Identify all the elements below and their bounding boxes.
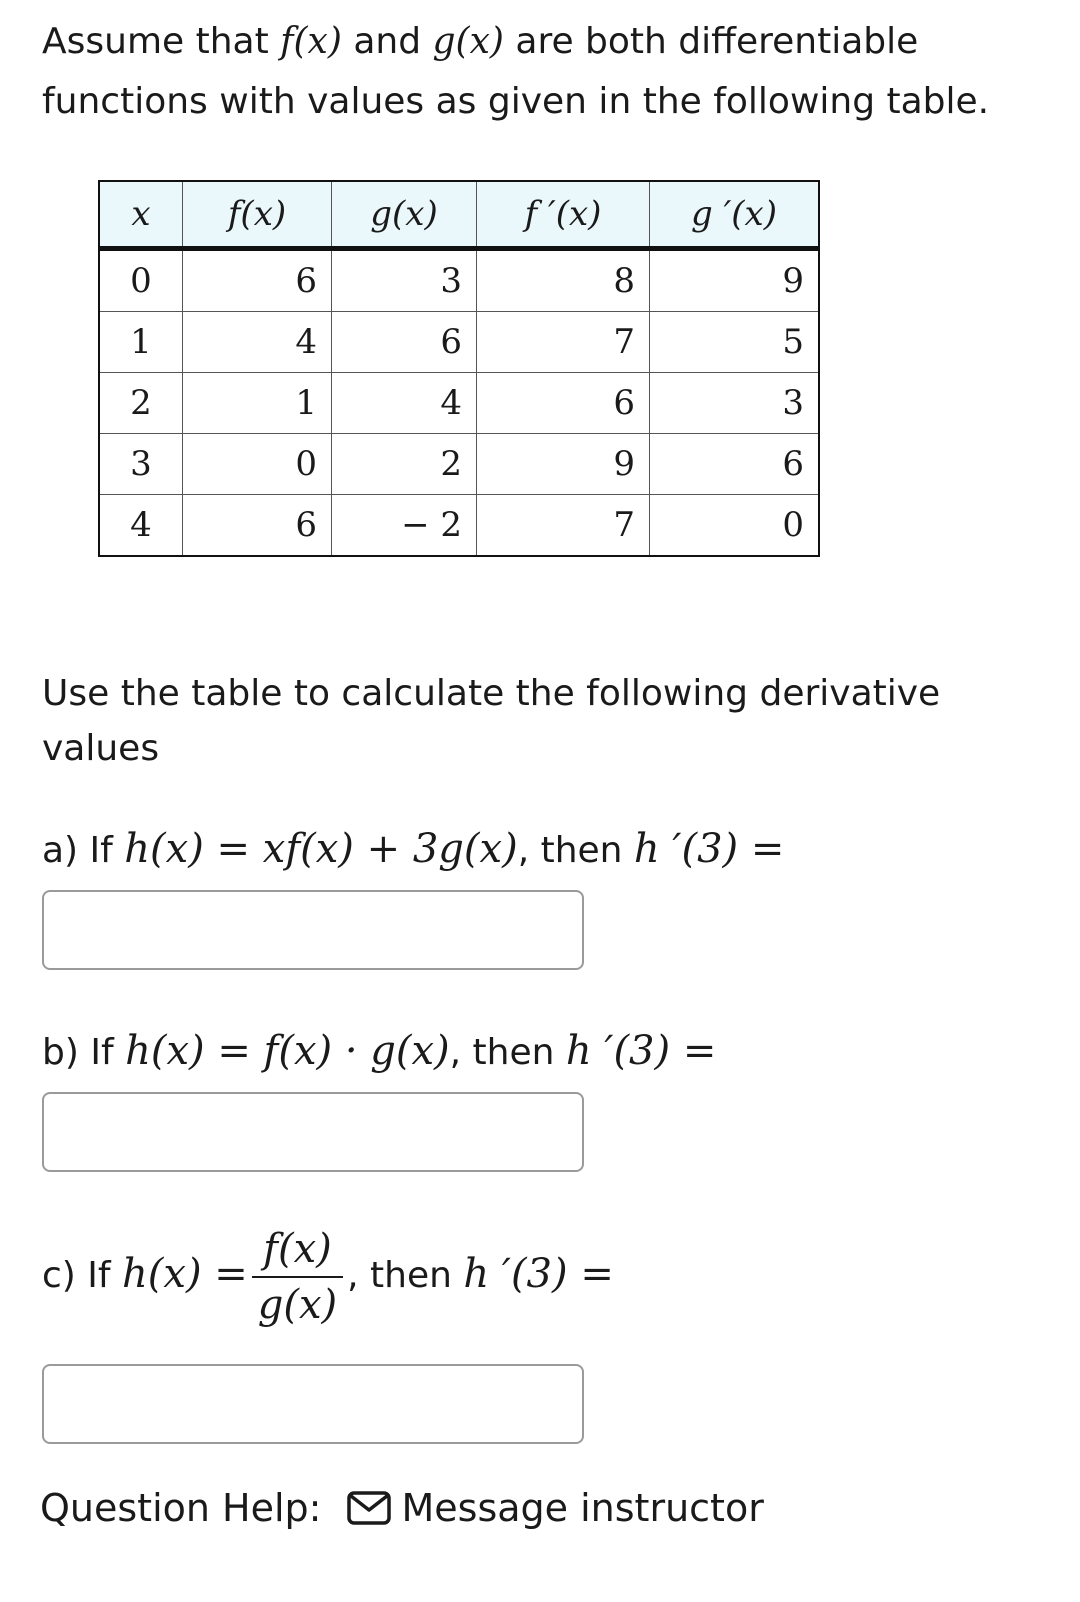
question-a-prompt [42, 826, 784, 872]
table-cell: 7 [477, 495, 650, 557]
table-row [99, 495, 819, 557]
question-b-mid: , then [449, 1032, 566, 1073]
table-cell: 6 [183, 249, 332, 312]
table-row [99, 249, 819, 312]
table-cell: 6 [332, 312, 477, 373]
table-cell: 5 [650, 312, 820, 373]
table-cell: 3 [650, 373, 820, 434]
question-a-definition: h(x) = xf(x) + 3g(x) [124, 826, 518, 872]
table-cell: 6 [183, 495, 332, 557]
table-cell: 2 [332, 434, 477, 495]
question-c-mid: , then [347, 1255, 464, 1296]
table-cell: 0 [99, 249, 183, 312]
question-c-prefix: c) If [42, 1255, 123, 1296]
fraction-numerator: f(x) [263, 1226, 332, 1272]
table-cell: 3 [332, 249, 477, 312]
problem-statement [42, 12, 1052, 132]
question-a-target: h ′(3) = [633, 826, 785, 872]
envelope-icon [347, 1491, 391, 1525]
answer-b-input[interactable] [42, 1092, 584, 1172]
question-a-mid: , then [517, 830, 634, 871]
table-cell: 4 [183, 312, 332, 373]
question-b-prefix: b) If [42, 1032, 126, 1073]
fraction-denominator: g(x) [252, 1276, 343, 1328]
table-cell: 9 [477, 434, 650, 495]
table-cell: 1 [99, 312, 183, 373]
header-g: g(x) [332, 181, 477, 249]
table-header-row [99, 181, 819, 249]
intro-text-3: are both differentiable functions with values as given in the following table. [42, 21, 990, 122]
table-cell: 6 [477, 373, 650, 434]
question-c-fraction [252, 1226, 343, 1328]
table-cell: 9 [650, 249, 820, 312]
g-of-x-expression: g(x) [432, 21, 504, 62]
table-cell: 6 [650, 434, 820, 495]
table-cell: 8 [477, 249, 650, 312]
instruction-text: Use the table to calculate the following derivative values [42, 673, 941, 769]
intro-text-1: Assume that [42, 21, 281, 62]
table-cell: 3 [99, 434, 183, 495]
intro-text-2: and [341, 21, 433, 62]
table-cell: 0 [183, 434, 332, 495]
answer-a-input[interactable] [42, 890, 584, 970]
table-cell: 4 [332, 373, 477, 434]
header-x: x [99, 181, 183, 249]
table-row [99, 373, 819, 434]
function-values-table [98, 180, 820, 557]
answer-c-input[interactable] [42, 1364, 584, 1444]
question-b-target: h ′(3) = [565, 1028, 717, 1074]
header-f-prime: f ′(x) [477, 181, 650, 249]
message-instructor-label: Message instructor [401, 1486, 764, 1530]
table-row [99, 312, 819, 373]
table-cell: 1 [183, 373, 332, 434]
message-instructor-link[interactable] [347, 1486, 763, 1530]
f-of-x-expression: f(x) [280, 21, 342, 62]
header-g-prime: g ′(x) [650, 181, 820, 249]
table-cell: 2 [99, 373, 183, 434]
question-c-lhs: h(x) = [122, 1251, 248, 1297]
question-help-label: Question Help: [40, 1486, 322, 1530]
table-cell: 4 [99, 495, 183, 557]
question-help [40, 1486, 764, 1530]
question-b-definition: h(x) = f(x) · g(x) [125, 1028, 450, 1074]
question-c-target: h ′(3) = [463, 1251, 614, 1297]
table-cell: 0 [650, 495, 820, 557]
question-b-prompt [42, 1028, 716, 1074]
question-a-prefix: a) If [42, 830, 125, 871]
table-cell: 7 [477, 312, 650, 373]
table-row [99, 434, 819, 495]
question-c-prompt [42, 1226, 614, 1328]
header-f: f(x) [183, 181, 332, 249]
table-cell: − 2 [332, 495, 477, 557]
